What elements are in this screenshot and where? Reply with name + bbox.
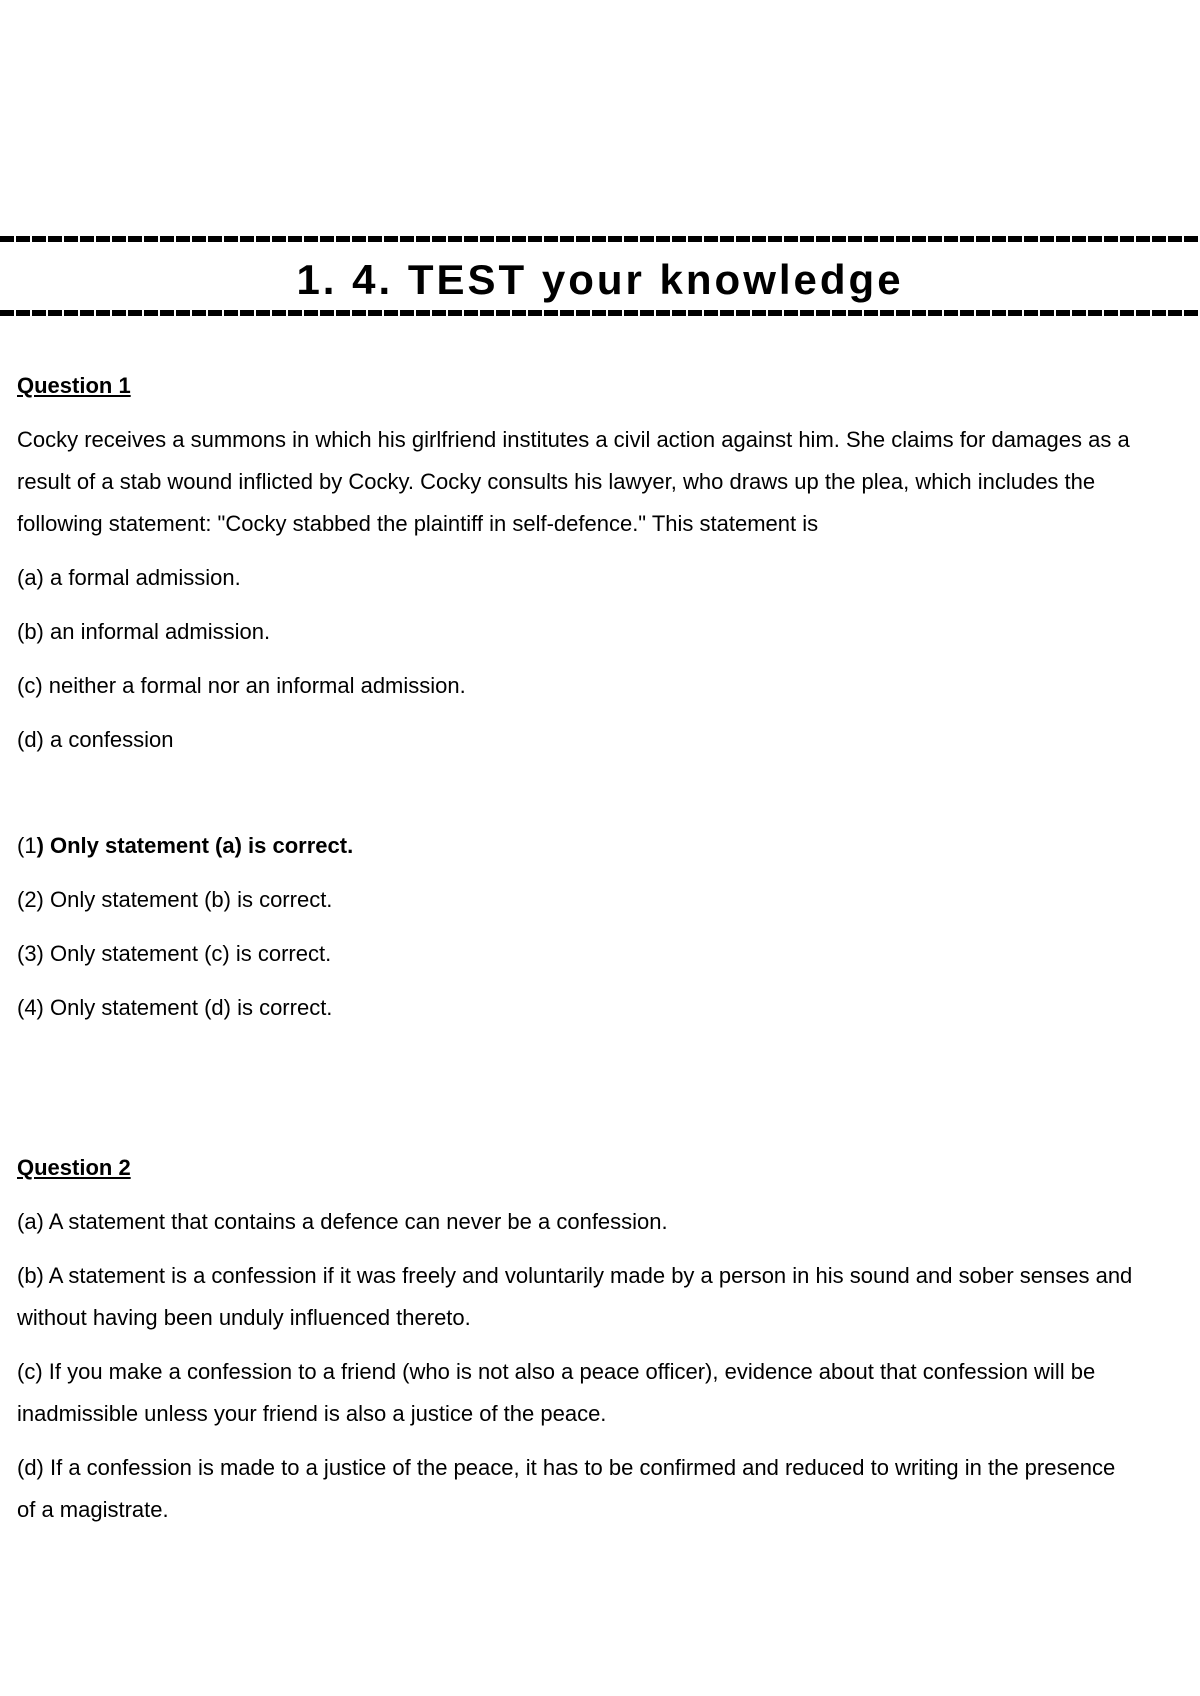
section-title: 1. 4. TEST your knowledge <box>296 256 904 303</box>
question-1 <box>17 365 1137 1029</box>
spacer <box>17 773 1137 825</box>
answer-1 <box>17 825 1137 867</box>
dashed-rule-bottom <box>0 310 1200 316</box>
document-body <box>17 365 1137 1543</box>
answer-1-prefix: (1 <box>17 833 37 858</box>
statement-b: (b) A statement is a confession if it was freely and voluntarily made by a person in his sound and sober senses and without having been unduly influenced thereto. <box>17 1263 1133 1330</box>
answer-1-text: ) Only statement (a) is correct. <box>36 833 354 858</box>
answer-4: (4) Only statement (d) is correct. <box>17 995 333 1020</box>
option-c: (c) neither a formal nor an informal admission. <box>17 673 466 698</box>
question-2 <box>17 1147 1137 1531</box>
question-1-heading: Question 1 <box>17 373 131 398</box>
option-a: (a) a formal admission. <box>17 565 241 590</box>
question-1-stem: Cocky receives a summons in which his girlfriend institutes a civil action against him. She claims for damages as a result of a stab wound inflicted by Cocky. Cocky consults his lawyer, who draws up the plea, which includes the following statement: "Cocky stabbed the plaintiff in self-defence." This statement is <box>17 427 1130 536</box>
answer-3: (3) Only statement (c) is correct. <box>17 941 332 966</box>
section-heading-band <box>0 236 1200 318</box>
statement-c: (c) If you make a confession to a friend (who is not also a peace officer), evidence about that confession will be inadmissible unless your friend is also a justice of the peace. <box>17 1359 1096 1426</box>
spacer <box>17 1041 1137 1147</box>
question-2-heading: Question 2 <box>17 1155 131 1180</box>
statement-a: (a) A statement that contains a defence can never be a confession. <box>17 1209 668 1234</box>
statement-d: (d) If a confession is made to a justice of the peace, it has to be confirmed and reduced to writing in the presence of a magistrate. <box>17 1455 1116 1522</box>
answer-2: (2) Only statement (b) is correct. <box>17 887 333 912</box>
option-b: (b) an informal admission. <box>17 619 271 644</box>
option-d: (d) a confession <box>17 727 174 752</box>
dashed-rule-top <box>0 236 1200 242</box>
